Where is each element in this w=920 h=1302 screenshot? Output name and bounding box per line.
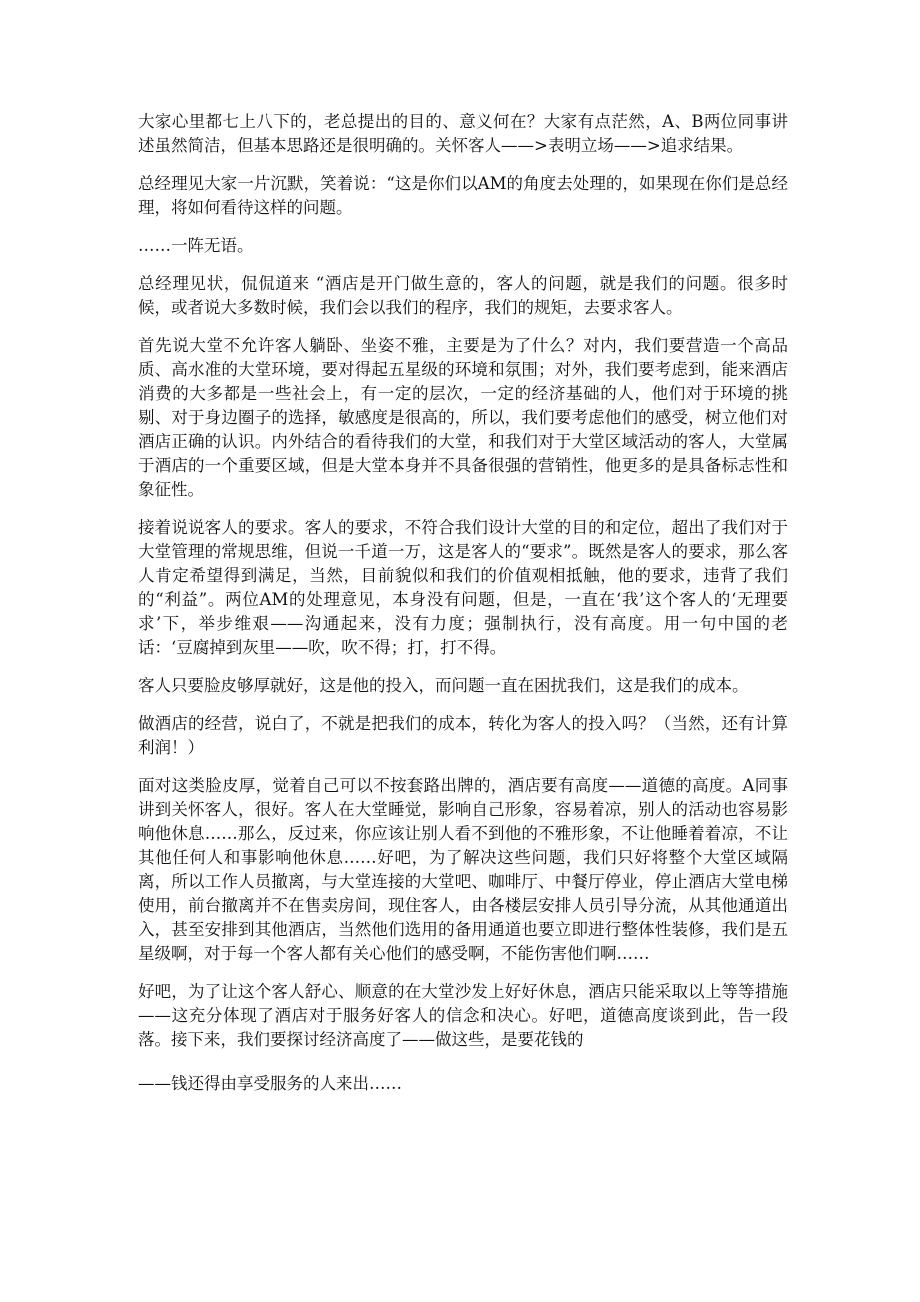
paragraph: 大家心里都七上八下的，老总提出的目的、意义何在？大家有点茫然，A、B两位同事讲述虽然简洁，但基本思路还是很明确的。关怀客人——>表明立场——>追求结果。 — [138, 112, 788, 155]
paragraph: 客人只要脸皮够厚就好，这是他的投入，而问题一直在困扰我们，这是我们的成本。 — [138, 676, 749, 695]
paragraph: 接着说说客人的要求。客人的要求，不符合我们设计大堂的目的和定位，超出了我们对于大堂管理的常规思维，但说一千道一万，这是客人的“要求”。既然是客人的要求，那么客人肯定希望得到满足，当然，目前貌似和我们的价值观相抵触，他的要求，违背了我们的“利益”。两位AM的处理意见，本身没有问题，但是，一直在‘我’这个客人的‘无理要求’下，举步维艰——沟通起来，没有力度；强制执行，没有高度。用一句中国的老话：‘豆腐掉到灰里——吹，吹不得；打，打不得。 — [138, 518, 788, 657]
paragraph: 首先说大堂不允许客人躺卧、坐姿不雅，主要是为了什么？对内，我们要营造一个高品质、高水准的大堂环境，要对得起五星级的环境和氛围；对外，我们要考虑到，能来酒店消费的大多都是一些社会上，有一定的层次，一定的经济基础的人，他们对于环境的挑剔、对于身边圈子的选择，敏感度是很高的，所以，我们要考虑他们的感受，树立他们对酒店正确的认识。内外结合的看待我们的大堂，和我们对于大堂区域活动的客人，大堂属于酒店的一个重要区域，但是大堂本身并不具备很强的营销性，他更多的是具备标志性和象征性。 — [138, 336, 788, 499]
paragraph: 做酒店的经营，说白了，不就是把我们的成本，转化为客人的投入吗？（当然，还有计算利润！） — [138, 714, 788, 757]
paragraph: 总经理见状，侃侃道来 “酒店是开门做生意的，客人的问题，就是我们的问题。很多时候，或者说大多数时候，我们会以我们的程序，我们的规矩，去要求客人。 — [138, 274, 788, 317]
paragraph: 总经理见大家一片沉默，笑着说：“这是你们以AM的角度去处理的，如果现在你们是总经理，将如何看待这样的问题。 — [138, 174, 788, 217]
paragraph: ——钱还得由享受服务的人来出…… — [138, 1074, 402, 1093]
document-body — [138, 110, 788, 1110]
paragraph: 面对这类脸皮厚，觉着自己可以不按套路出牌的，酒店要有高度——道德的高度。A同事讲到关怀客人，很好。客人在大堂睡觉，影响自己形象，容易着凉，别人的活动也容易影响他休息……那么，反过来，你应该让别人看不到他的不雅形象，不让他睡着着凉，不让其他任何人和事影响他休息……好吧，为了解决这些问题，我们只好将整个大堂区域隔离，所以工作人员撤离，与大堂连接的大堂吧、咖啡厅、中餐厅停业，停止酒店大堂电梯使用，前台撤离并不在售卖房间，现住客人，由各楼层安排人员引导分流，从其他通道出入，甚至安排到其他酒店，当然他们选用的备用通道也要立即进行整体性装修，我们是五星级啊，对于每一个客人都有关心他们的感受啊，不能伤害他们啊…… — [138, 776, 788, 963]
paragraph: ……一阵无语。 — [138, 236, 254, 255]
paragraph: 好吧，为了让这个客人舒心、顺意的在大堂沙发上好好休息，酒店只能采取以上等等措施——这充分体现了酒店对于服务好客人的信念和决心。好吧，道德高度谈到此，告一段落。接下来，我们要探讨经济高度了——做这些，是要花钱的 — [138, 982, 788, 1049]
